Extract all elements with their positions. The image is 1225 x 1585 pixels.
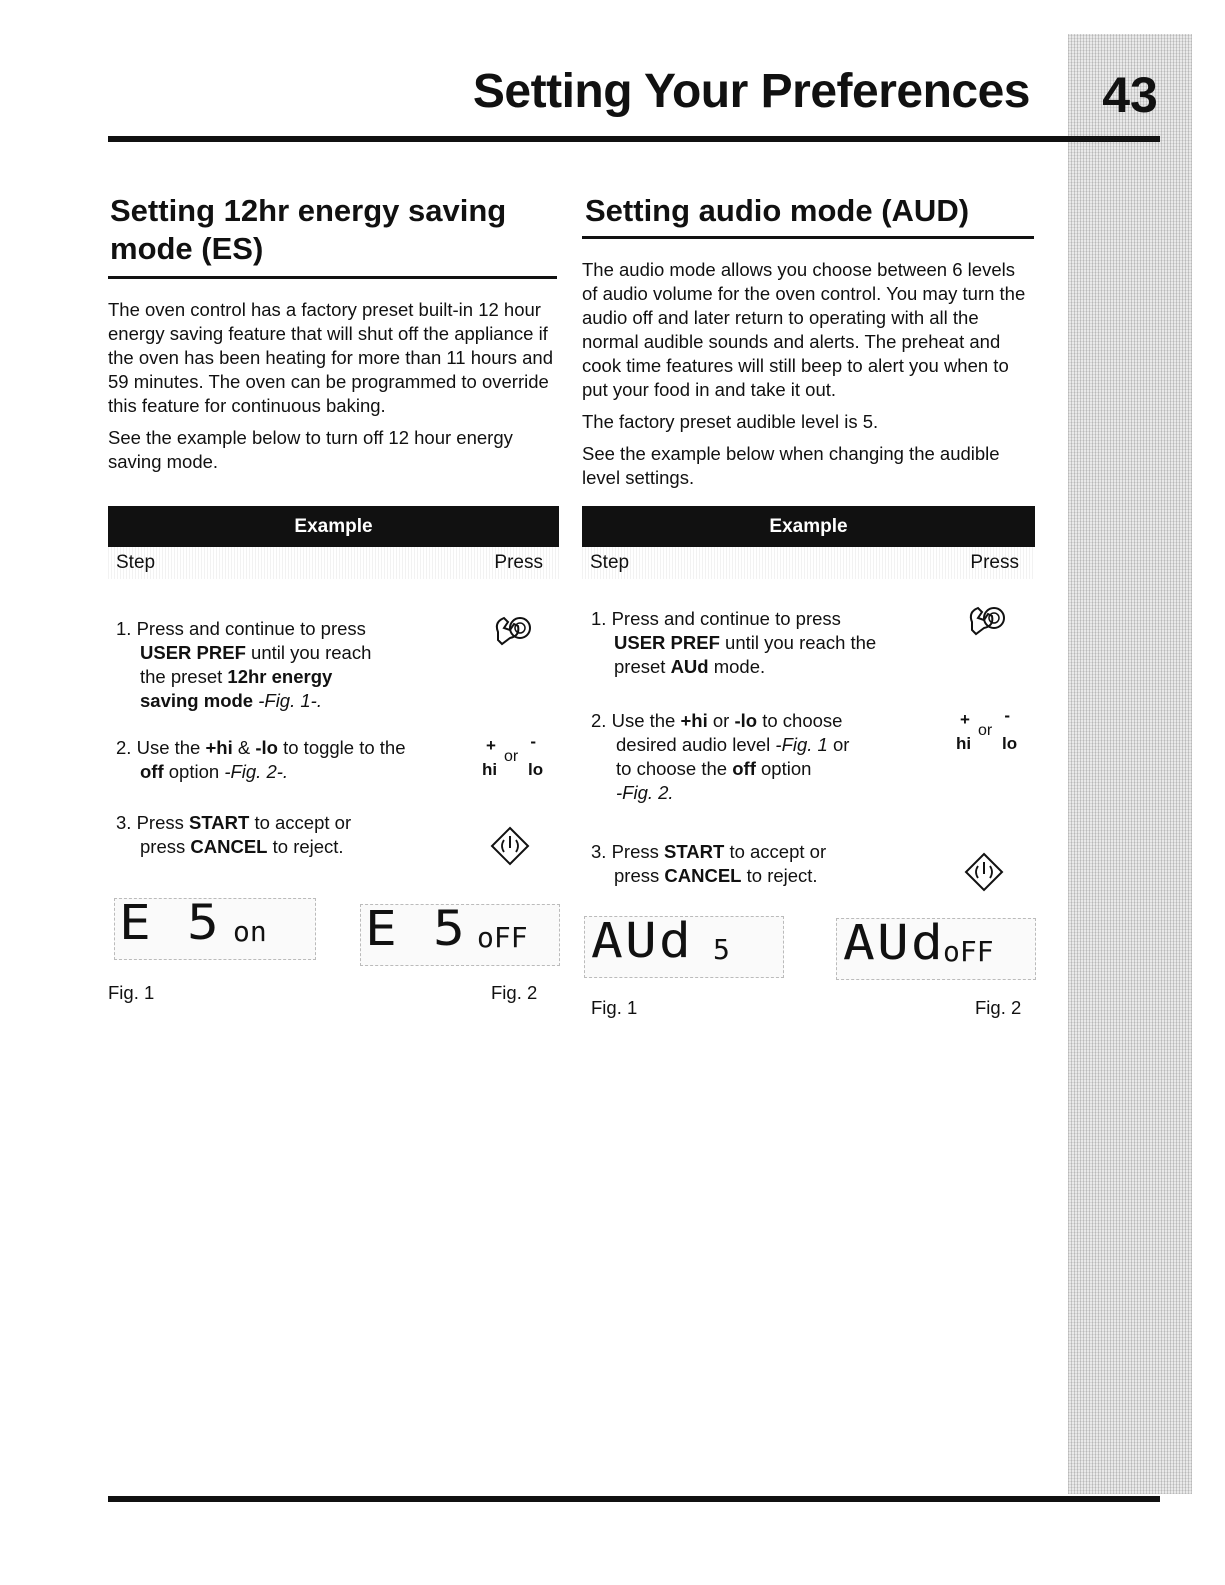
step-number: 2. xyxy=(116,737,132,758)
step-key: USER PREF xyxy=(614,632,720,653)
right-step-header xyxy=(582,547,1035,579)
step-text: to choose xyxy=(757,710,843,731)
hi-key-label: hi xyxy=(482,760,498,779)
step-key: CANCEL xyxy=(664,865,742,886)
left-display-fig1 xyxy=(114,898,316,960)
display-main-text: E 5 xyxy=(365,904,467,957)
step-fig-ref: -Fig. 2. xyxy=(616,782,674,803)
step-text: to choose the xyxy=(616,758,733,779)
right-display-fig2 xyxy=(836,918,1036,980)
left-heading-line2: mode (ES) xyxy=(110,231,264,266)
or-label: or xyxy=(504,748,519,765)
left-step-3 xyxy=(116,811,466,859)
right-hi-lo-keys xyxy=(952,706,1022,770)
step-fig-ref: -Fig. 2-. xyxy=(224,761,289,782)
left-step-2 xyxy=(116,736,466,784)
display-sub-text: 5 xyxy=(713,933,730,966)
step-text: press xyxy=(140,836,191,857)
step-text: to accept or xyxy=(724,841,827,862)
step-text: desired audio level xyxy=(616,734,776,755)
step-text: to reject. xyxy=(267,836,344,857)
step-key: off xyxy=(732,758,756,779)
start-diamond-icon xyxy=(490,826,530,866)
left-step-1 xyxy=(116,617,456,713)
step-text: Press and continue to press xyxy=(611,608,841,629)
lo-key-label: lo xyxy=(528,760,544,779)
press-column-header: Press xyxy=(970,552,1019,573)
left-fig1-label: Fig. 1 xyxy=(108,982,155,1003)
right-display-fig1 xyxy=(584,916,784,978)
display-sub-text: on xyxy=(233,915,267,948)
header-rule xyxy=(108,136,1160,142)
step-text: until you reach xyxy=(245,642,372,663)
step-text: the preset xyxy=(140,666,228,687)
left-step-header xyxy=(108,547,559,579)
right-heading-rule xyxy=(582,236,1034,239)
step-key: saving mode xyxy=(140,690,254,711)
right-paragraph-2: The factory preset audible level is 5. xyxy=(582,411,879,432)
step-fig-ref: -Fig. 1-. xyxy=(253,690,322,711)
left-paragraph-2: See the example below to turn off 12 hour energy saving mode. xyxy=(108,427,513,472)
step-key: +hi xyxy=(680,710,708,731)
minus-key-label: - xyxy=(530,732,536,751)
step-text: press xyxy=(614,865,665,886)
plus-key-label: + xyxy=(960,710,970,729)
left-hi-lo-keys xyxy=(478,732,548,796)
step-number: 1. xyxy=(116,618,132,639)
step-text: option xyxy=(163,761,225,782)
right-intro xyxy=(582,258,1034,498)
left-heading-line1: Setting 12hr energy saving xyxy=(110,193,507,228)
step-text: to accept or xyxy=(249,812,352,833)
right-paragraph-3: See the example below when changing the audible level settings. xyxy=(582,443,1000,488)
display-main-text: AUd xyxy=(591,916,693,969)
display-main-text: AUd xyxy=(843,918,945,971)
left-section-heading xyxy=(110,192,570,268)
display-main-text: E 5 xyxy=(119,898,221,951)
step-number: 2. xyxy=(591,710,607,731)
lo-key-label: lo xyxy=(1002,734,1018,753)
step-text: or xyxy=(827,734,850,755)
step-number: 3. xyxy=(116,812,132,833)
footer-rule xyxy=(108,1496,1160,1502)
step-column-header: Step xyxy=(116,552,156,573)
step-text: to toggle to the xyxy=(277,737,406,758)
right-fig1-label: Fig. 1 xyxy=(591,997,638,1018)
plus-key-label: + xyxy=(486,736,496,755)
page-title: Setting Your Preferences xyxy=(472,65,1030,118)
step-number: 3. xyxy=(591,841,607,862)
start-diamond-icon xyxy=(964,852,1004,892)
page-number: 43 xyxy=(1102,67,1158,123)
step-key: -lo xyxy=(734,710,758,731)
step-text: preset xyxy=(614,656,671,677)
step-key: -lo xyxy=(255,737,278,758)
step-key: CANCEL xyxy=(190,836,268,857)
left-display-fig2 xyxy=(360,904,560,966)
right-fig2-label: Fig. 2 xyxy=(975,997,1022,1018)
page-edge-tab xyxy=(1068,34,1192,1494)
left-example-bar: Example xyxy=(108,506,559,547)
user-pref-wrench-icon xyxy=(966,602,1008,640)
step-text: option xyxy=(755,758,812,779)
step-text: Press xyxy=(136,812,190,833)
step-key: +hi xyxy=(205,737,233,758)
display-sub-text: oFF xyxy=(477,921,528,954)
left-paragraph-1: The oven control has a factory preset built-in 12 hour energy saving feature that will shut off the appliance if the oven has been heating for more than 11 hours and 59 minutes. The oven can be programmed to override this feature for continuous baking. xyxy=(108,299,554,416)
step-text: Use the xyxy=(136,737,206,758)
step-key: 12hr energy xyxy=(227,666,333,687)
step-column-header: Step xyxy=(590,552,630,573)
left-heading-rule xyxy=(108,276,557,279)
step-text: or xyxy=(707,710,735,731)
right-paragraph-1: The audio mode allows you choose between 6 levels of audio volume for the oven control. You may turn the audio off and later return to operating with all the normal audible sounds and alerts. The preheat and cook time features will still beep to alert you when to put your food in and take it out. xyxy=(582,259,1026,400)
step-text: mode. xyxy=(708,656,766,677)
right-step-2 xyxy=(591,709,941,805)
or-label: or xyxy=(978,722,993,739)
step-key: USER PREF xyxy=(140,642,246,663)
right-step-3 xyxy=(591,840,941,888)
step-text: Press and continue to press xyxy=(136,618,366,639)
step-fig-ref: -Fig. 1 xyxy=(775,734,828,755)
step-text: until you reach the xyxy=(719,632,877,653)
step-text: & xyxy=(232,737,256,758)
user-pref-wrench-icon xyxy=(492,612,534,650)
press-column-header: Press xyxy=(494,552,543,573)
step-text: Press xyxy=(611,841,665,862)
left-intro xyxy=(108,298,558,482)
display-sub-text: oFF xyxy=(943,935,994,968)
step-number: 1. xyxy=(591,608,607,629)
hi-key-label: hi xyxy=(956,734,972,753)
step-text: to reject. xyxy=(741,865,818,886)
step-key: AUd xyxy=(670,656,709,677)
right-section-heading: Setting audio mode (AUD) xyxy=(585,193,970,228)
right-step-1 xyxy=(591,607,941,679)
step-key: START xyxy=(189,812,250,833)
step-key: START xyxy=(664,841,725,862)
minus-key-label: - xyxy=(1004,706,1010,725)
step-key: off xyxy=(140,761,164,782)
step-text: Use the xyxy=(611,710,681,731)
left-fig2-label: Fig. 2 xyxy=(491,982,538,1003)
right-example-bar: Example xyxy=(582,506,1035,547)
